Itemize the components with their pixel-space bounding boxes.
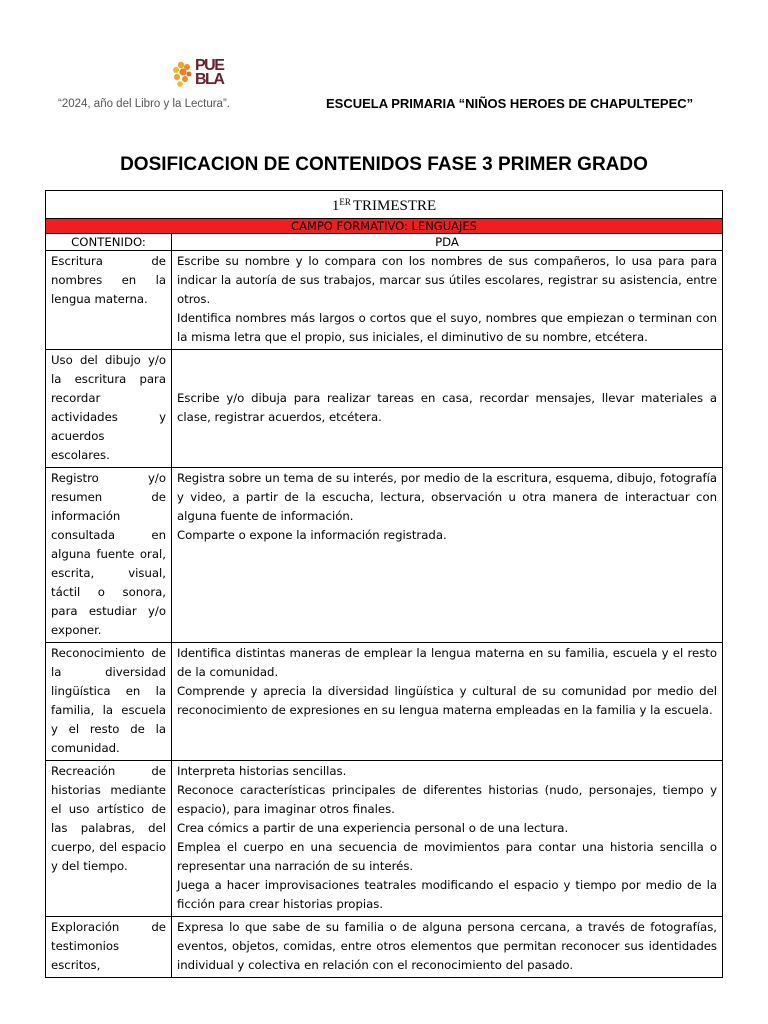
pda-cell xyxy=(172,761,723,917)
pda-cell xyxy=(172,468,723,643)
puebla-logo xyxy=(172,58,252,94)
logo-text-pue: PUE xyxy=(195,57,224,74)
table-row xyxy=(46,761,723,917)
pda-cell xyxy=(172,643,723,761)
column-header-row xyxy=(46,234,723,251)
pda-item: Reconoce características principales de diferentes historias (nudo, personajes, tiempo y espacio), para imaginar otros finales. xyxy=(177,783,718,816)
document-title: DOSIFICACION DE CONTENIDOS FASE 3 PRIMER GRADO xyxy=(120,154,648,175)
contenido-cell: Registro y/o resumen de información consultada en alguna fuente oral, escrita, visual, táctil o sonora, para estudiar y/o exponer. xyxy=(46,468,172,643)
header-motto: “2024, año del Libro y la Lectura”. xyxy=(58,98,230,110)
trimestre-row xyxy=(46,191,723,219)
trimestre-number: 1 xyxy=(331,198,340,214)
table-row xyxy=(46,917,723,978)
table-row xyxy=(46,350,723,468)
campo-row xyxy=(46,219,723,234)
table-row xyxy=(46,643,723,761)
contenido-cell: Recreación de historias mediante el uso artístico de las palabras, del cuerpo, del espacio y del tiempo. xyxy=(46,761,172,917)
campo-formativo-heading: CAMPO FORMATIVO: LENGUAJES xyxy=(46,219,723,234)
pda-cell xyxy=(172,350,723,468)
school-name: ESCUELA PRIMARIA “NIÑOS HEROES DE CHAPULTEPEC” xyxy=(326,96,694,111)
column-header-pda: PDA xyxy=(172,234,723,251)
pda-item: Escribe su nombre y lo compara con los nombres de sus compañeros, lo usa para para indicar la autoría de sus trabajos, marcar sus útiles escolares, registrar su asistencia, entre otros. xyxy=(177,254,718,306)
pda-item: Escribe y/o dibuja para realizar tareas en casa, recordar mensajes, llevar materiales a clase, registrar acuerdos, etcétera. xyxy=(177,391,718,424)
table-row xyxy=(46,251,723,350)
pda-cell xyxy=(172,917,723,978)
contenido-cell: Reconocimiento de la diversidad lingüística en la familia, la escuela y el resto de la comunidad. xyxy=(46,643,172,761)
pda-item: Comparte o expone la información registrada. xyxy=(177,528,447,542)
pda-item: Juega a hacer improvisaciones teatrales modificando el espacio y tiempo por medio de la ficción para crear historias propias. xyxy=(177,878,718,911)
pda-item: Comprende y aprecia la diversidad lingüística y cultural de su comunidad por medio del reconocimiento de expresiones en su lengua materna empleadas en la familia y la escuela. xyxy=(177,684,718,717)
pda-item: Identifica nombres más largos o cortos que el suyo, nombres que empiezan o terminan con la misma letra que el propio, sus iniciales, el diminutivo de su nombre, etcétera. xyxy=(177,311,718,344)
logo-text-bla: BLA xyxy=(195,71,224,88)
pda-item: Expresa lo que sabe de su familia o de alguna persona cercana, a través de fotografías, eventos, objetos, comidas, entre otros elementos que permitan reconocer sus identidades individual y colectiva en relación con el reconocimiento del pasado. xyxy=(177,920,718,972)
contenido-cell: Uso del dibujo y/o la escritura para recordar actividades y acuerdos escolares. xyxy=(46,350,172,468)
trimestre-word: TRIMESTRE xyxy=(352,198,437,214)
trimestre-superscript: ER xyxy=(339,197,351,207)
trimestre-heading xyxy=(46,191,723,219)
pda-cell xyxy=(172,251,723,350)
page-header xyxy=(0,0,768,130)
table-row xyxy=(46,468,723,643)
pda-item: Identifica distintas maneras de emplear la lengua materna en su familia, escuela y el resto de la comunidad. xyxy=(177,646,718,679)
flower-logo-icon xyxy=(172,60,196,90)
pda-item: Emplea el cuerpo en una secuencia de movimientos para contar una historia sencilla o representar una narración de su interés. xyxy=(177,840,718,873)
pda-item: Registra sobre un tema de su interés, por medio de la escritura, esquema, dibujo, fotografía y video, a partir de la escucha, lectura, observación u otra manera de interactuar con alguna fuente de información. xyxy=(177,471,718,523)
pda-item: Interpreta historias sencillas. xyxy=(177,764,347,778)
column-header-contenido: CONTENIDO: xyxy=(46,234,172,251)
dosificacion-table xyxy=(45,190,723,978)
contenido-cell: Escritura de nombres en la lengua materna. xyxy=(46,251,172,350)
contenido-cell: Exploración de testimonios escritos, xyxy=(46,917,172,978)
pda-item: Crea cómics a partir de una experiencia personal o de una lectura. xyxy=(177,821,569,835)
